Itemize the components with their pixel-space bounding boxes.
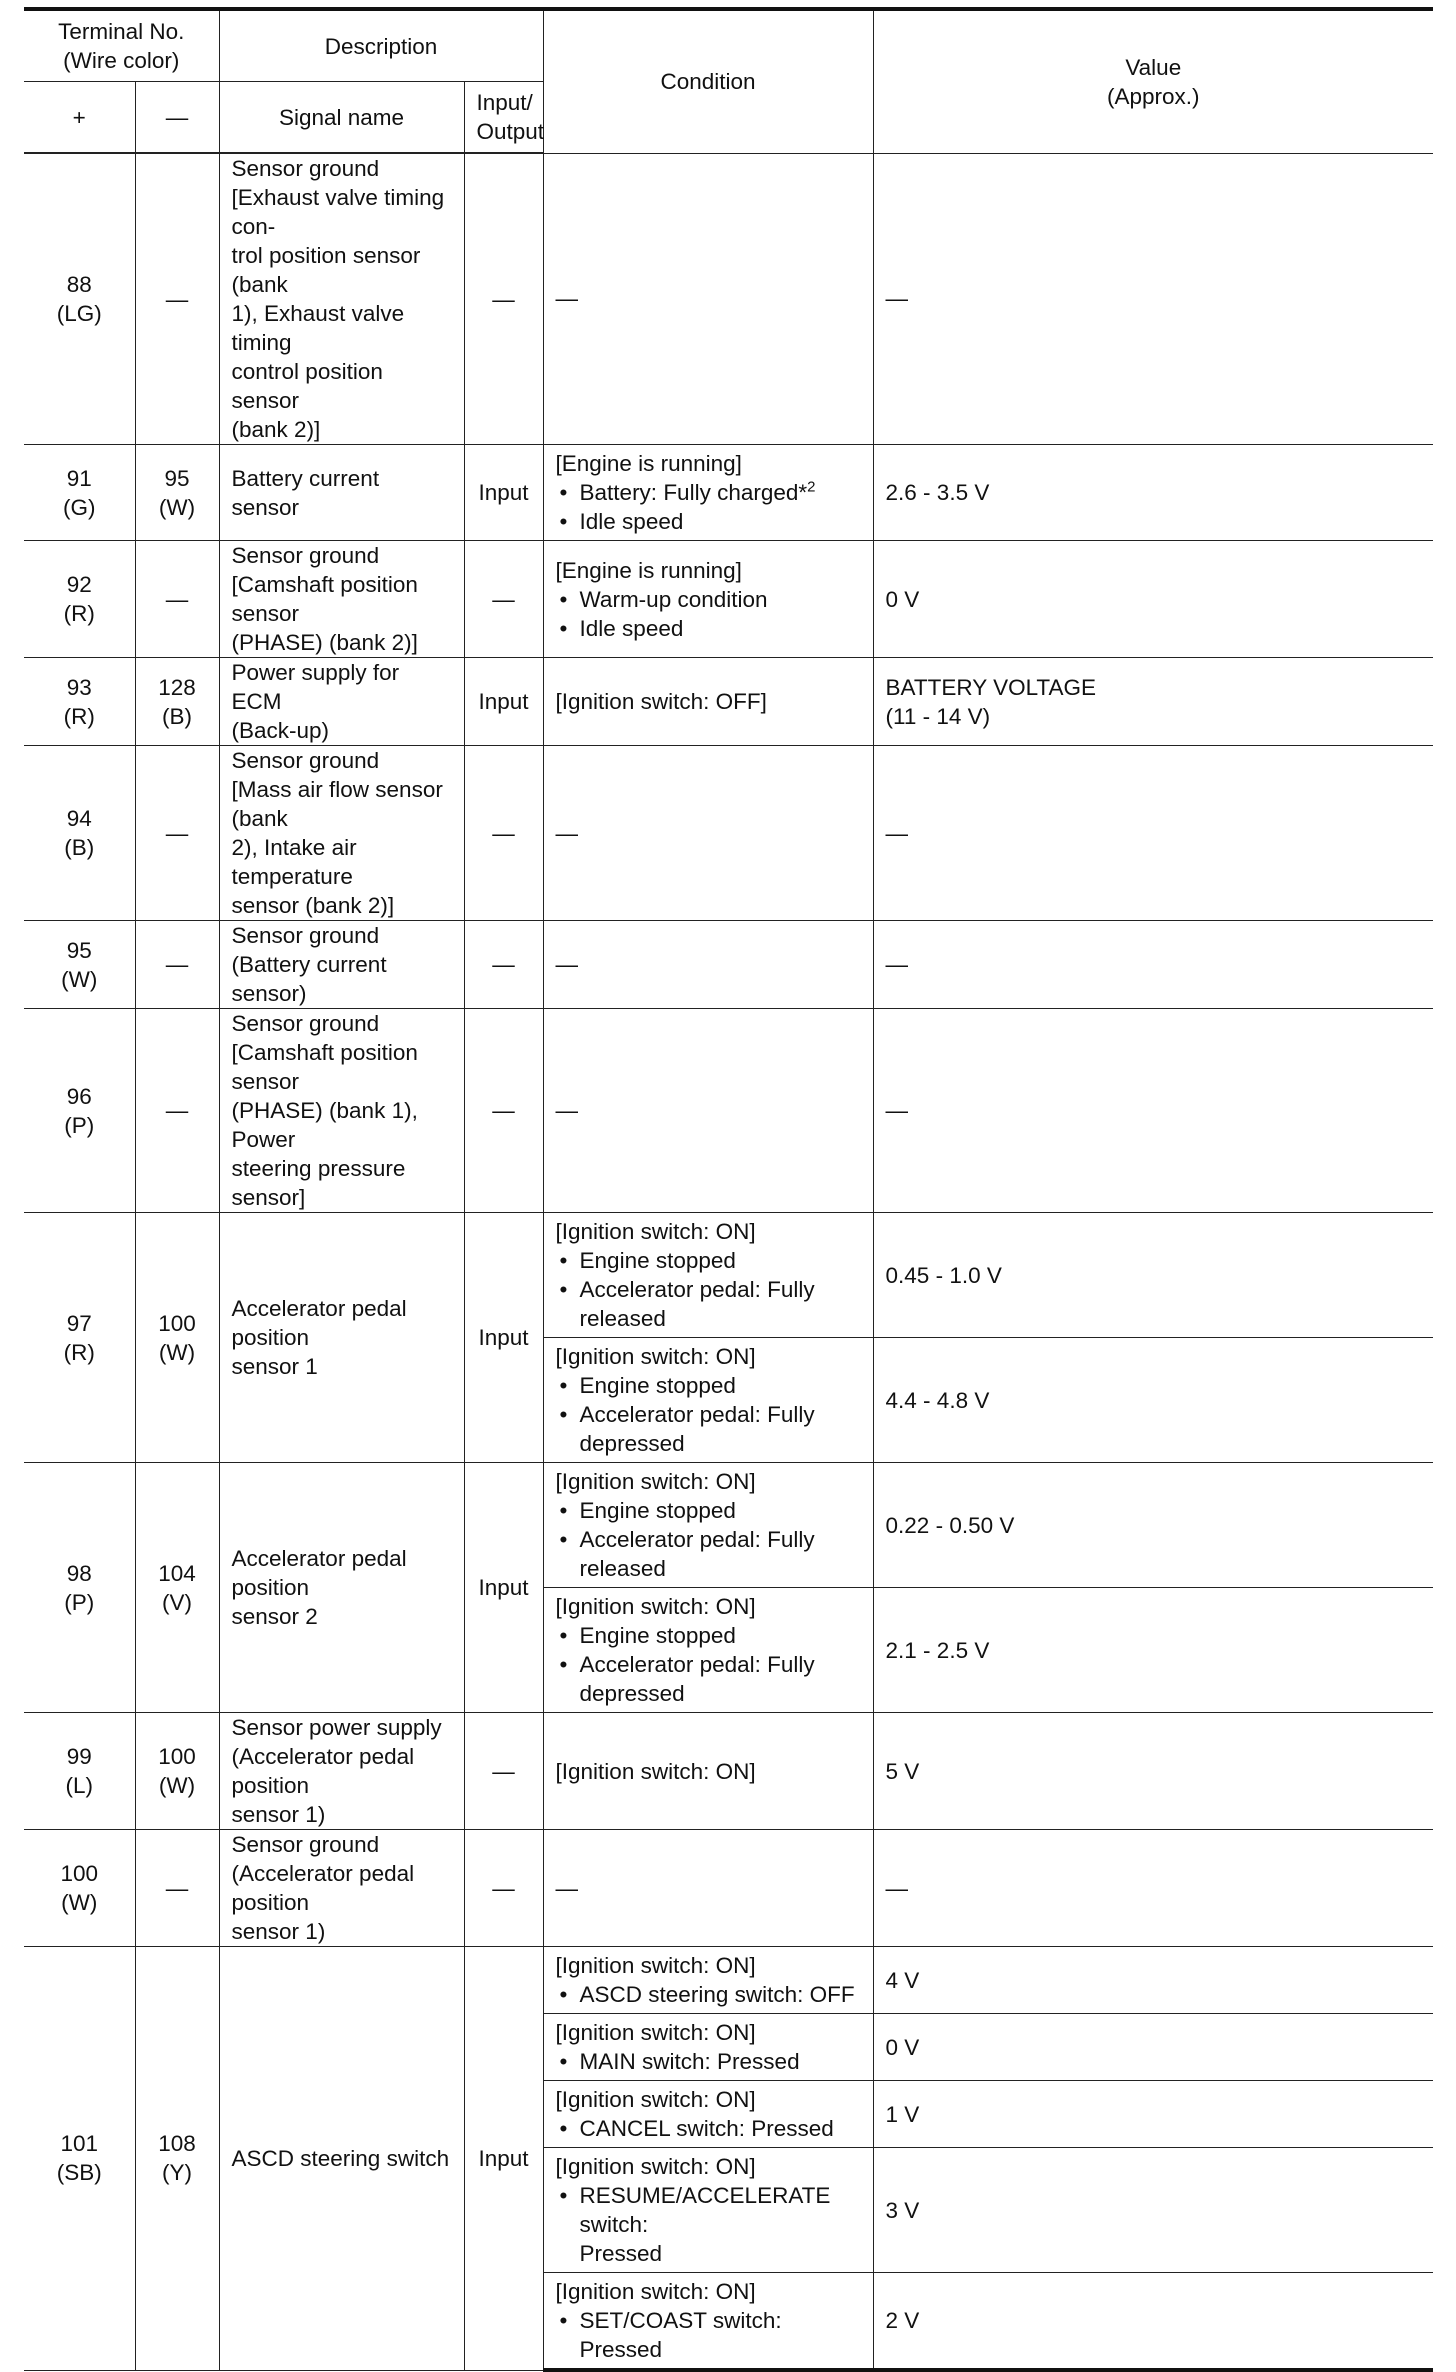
table-header xyxy=(24,9,1433,153)
condition-bullet: • MAIN switch: Pressed xyxy=(556,2047,861,2076)
table-row xyxy=(24,1713,1433,1830)
condition-head: [Ignition switch: ON] xyxy=(555,2020,756,2045)
input-output: Input xyxy=(464,1463,543,1713)
value-cell: 5 V xyxy=(873,1713,1433,1830)
condition-head: [Engine is running] xyxy=(555,557,742,583)
condition-bullet: • Idle speed xyxy=(556,507,861,536)
input-output: — xyxy=(464,541,543,658)
signal-name: Sensor ground [Camshaft position sensor (PHASE) (bank 1), Power steering pressure sensor] xyxy=(219,1009,464,1213)
table-row xyxy=(24,658,1433,746)
condition-bullet: • RESUME/ACCELERATE switch: Pressed xyxy=(556,2181,861,2268)
condition-cell xyxy=(543,2148,873,2273)
value-cell: 1 V xyxy=(873,2081,1433,2148)
terminal-plus: 100 (W) xyxy=(24,1830,135,1947)
condition-bullet: • Engine stopped xyxy=(556,1621,861,1650)
header-condition: Condition xyxy=(543,9,873,153)
signal-name: Sensor ground [Exhaust valve timing con- trol position sensor (bank 1), Exhaust valve timing control position sensor (bank 2)] xyxy=(219,153,464,445)
signal-name: Accelerator pedal position sensor 2 xyxy=(219,1463,464,1713)
table-row xyxy=(24,746,1433,921)
condition-head: [Ignition switch: ON] xyxy=(555,1344,756,1369)
signal-name: Sensor power supply (Accelerator pedal position sensor 1) xyxy=(219,1713,464,1830)
value-cell: BATTERY VOLTAGE (11 - 14 V) xyxy=(873,658,1433,746)
input-output: Input xyxy=(464,445,543,541)
condition-bullet: • CANCEL switch: Pressed xyxy=(556,2114,861,2143)
input-output: Input xyxy=(464,1213,543,1463)
table-row xyxy=(24,1830,1433,1947)
condition-bullet: • ASCD steering switch: OFF xyxy=(556,1980,861,2009)
value-cell: 2 V xyxy=(873,2273,1433,2371)
condition-cell xyxy=(543,921,873,1009)
condition-bullet: • Accelerator pedal: Fully released xyxy=(556,1275,861,1333)
condition-cell xyxy=(543,1009,873,1213)
condition-cell xyxy=(543,1463,873,1588)
header-plus: + xyxy=(24,82,135,154)
condition-bullet: • Accelerator pedal: Fully depressed xyxy=(556,1400,861,1458)
input-output: — xyxy=(464,1713,543,1830)
value-cell: 4.4 - 4.8 V xyxy=(873,1338,1433,1463)
terminal-minus: 100 (W) xyxy=(135,1213,219,1463)
value-cell: 0 V xyxy=(873,2014,1433,2081)
terminal-plus: 101 (SB) xyxy=(24,1947,135,2371)
terminal-plus: 95 (W) xyxy=(24,921,135,1009)
header-io: Input/ Output xyxy=(464,82,543,154)
terminal-minus: — xyxy=(135,1009,219,1213)
terminal-minus: 104 (V) xyxy=(135,1463,219,1713)
header-minus: — xyxy=(135,82,219,154)
terminal-plus: 98 (P) xyxy=(24,1463,135,1713)
terminal-plus: 99 (L) xyxy=(24,1713,135,1830)
value-cell: — xyxy=(873,1009,1433,1213)
input-output: Input xyxy=(464,658,543,746)
signal-name: Accelerator pedal position sensor 1 xyxy=(219,1213,464,1463)
header-description: Description xyxy=(219,9,543,82)
input-output: — xyxy=(464,921,543,1009)
footnote-marker: 2 xyxy=(807,478,816,496)
header-terminal: Terminal No. (Wire color) xyxy=(24,9,219,82)
condition-head: [Ignition switch: ON] xyxy=(555,1758,756,1784)
condition-bullet: • Accelerator pedal: Fully depressed xyxy=(556,1650,861,1708)
terminal-plus: 94 (B) xyxy=(24,746,135,921)
header-signal-name: Signal name xyxy=(219,82,464,154)
value-cell: 2.1 - 2.5 V xyxy=(873,1588,1433,1713)
value-cell: — xyxy=(873,746,1433,921)
value-cell: 0.22 - 0.50 V xyxy=(873,1463,1433,1588)
terminal-plus: 97 (R) xyxy=(24,1213,135,1463)
condition-head: [Ignition switch: ON] xyxy=(555,1469,756,1494)
terminal-plus: 92 (R) xyxy=(24,541,135,658)
condition-cell xyxy=(543,658,873,746)
ecm-terminal-table xyxy=(24,7,1433,2372)
input-output: — xyxy=(464,153,543,445)
condition-cell xyxy=(543,541,873,658)
value-cell: — xyxy=(873,921,1433,1009)
condition-head: [Ignition switch: ON] xyxy=(555,1594,756,1619)
condition-head: [Engine is running] xyxy=(555,451,742,476)
value-cell: 2.6 - 3.5 V xyxy=(873,445,1433,541)
condition-bullet: • Engine stopped xyxy=(556,1246,861,1275)
signal-name: ASCD steering switch xyxy=(219,1947,464,2371)
condition-head: [Ignition switch: ON] xyxy=(555,2087,756,2112)
signal-name: Sensor ground [Camshaft position sensor (PHASE) (bank 2)] xyxy=(219,541,464,658)
condition-head: [Ignition switch: ON] xyxy=(555,2279,756,2304)
terminal-minus: — xyxy=(135,153,219,445)
value-cell: — xyxy=(873,153,1433,445)
signal-name: Sensor ground (Battery current sensor) xyxy=(219,921,464,1009)
terminal-minus: — xyxy=(135,541,219,658)
condition-bullet: • Engine stopped xyxy=(556,1371,861,1400)
condition-cell xyxy=(543,1338,873,1463)
terminal-minus: — xyxy=(135,1830,219,1947)
table-body xyxy=(24,153,1433,2370)
table-row xyxy=(24,541,1433,658)
terminal-plus: 96 (P) xyxy=(24,1009,135,1213)
condition-cell xyxy=(543,1213,873,1338)
condition-cell xyxy=(543,153,873,445)
condition-head: [Ignition switch: ON] xyxy=(555,1953,756,1978)
table-row xyxy=(24,921,1433,1009)
condition-cell xyxy=(543,2081,873,2148)
terminal-minus: — xyxy=(135,746,219,921)
terminal-minus: 108 (Y) xyxy=(135,1947,219,2371)
condition-head: [Ignition switch: ON] xyxy=(555,2154,756,2179)
value-cell: 3 V xyxy=(873,2148,1433,2273)
input-output: Input xyxy=(464,1947,543,2371)
value-cell: 0.45 - 1.0 V xyxy=(873,1213,1433,1338)
condition-head: [Ignition switch: OFF] xyxy=(555,689,767,714)
terminal-plus: 91 (G) xyxy=(24,445,135,541)
signal-name: Battery current sensor xyxy=(219,445,464,541)
input-output: — xyxy=(464,1009,543,1213)
table-row xyxy=(24,1213,1433,1338)
condition-head: — xyxy=(555,820,579,846)
table-row xyxy=(24,1463,1433,1588)
signal-name: Sensor ground [Mass air flow sensor (bank 2), Intake air temperature sensor (bank 2)] xyxy=(219,746,464,921)
signal-name: Power supply for ECM (Back-up) xyxy=(219,658,464,746)
header-value: Value (Approx.) xyxy=(873,9,1433,153)
condition-head: — xyxy=(555,952,579,977)
terminal-plus: 88 (LG) xyxy=(24,153,135,445)
terminal-minus: — xyxy=(135,921,219,1009)
condition-bullet: • Engine stopped xyxy=(556,1496,861,1525)
condition-head: — xyxy=(555,1875,579,1901)
terminal-minus: 100 (W) xyxy=(135,1713,219,1830)
table-row xyxy=(24,1947,1433,2014)
condition-cell xyxy=(543,1947,873,2014)
value-cell: 0 V xyxy=(873,541,1433,658)
value-cell: — xyxy=(873,1830,1433,1947)
condition-bullet: • Accelerator pedal: Fully released xyxy=(556,1525,861,1583)
condition-head: — xyxy=(555,286,579,312)
table-row xyxy=(24,153,1433,445)
table-row xyxy=(24,445,1433,541)
input-output: — xyxy=(464,1830,543,1947)
condition-cell xyxy=(543,1588,873,1713)
condition-cell xyxy=(543,1830,873,1947)
condition-head: — xyxy=(555,1098,579,1123)
condition-head: [Ignition switch: ON] xyxy=(555,1219,756,1244)
condition-bullet: • Idle speed xyxy=(556,614,861,643)
condition-bullet: • Battery: Fully charged*$^2$ xyxy=(556,478,861,507)
condition-cell xyxy=(543,2273,873,2371)
terminal-table-page xyxy=(24,7,1433,2372)
table-row xyxy=(24,1009,1433,1213)
condition-cell xyxy=(543,2014,873,2081)
terminal-plus: 93 (R) xyxy=(24,658,135,746)
condition-bullet: • Warm-up condition xyxy=(556,585,861,614)
condition-cell xyxy=(543,1713,873,1830)
input-output: — xyxy=(464,746,543,921)
terminal-minus: 95 (W) xyxy=(135,445,219,541)
terminal-minus: 128 (B) xyxy=(135,658,219,746)
value-cell: 4 V xyxy=(873,1947,1433,2014)
condition-bullet: • SET/COAST switch: Pressed xyxy=(556,2306,861,2364)
condition-cell xyxy=(543,445,873,541)
condition-cell xyxy=(543,746,873,921)
signal-name: Sensor ground (Accelerator pedal position sensor 1) xyxy=(219,1830,464,1947)
